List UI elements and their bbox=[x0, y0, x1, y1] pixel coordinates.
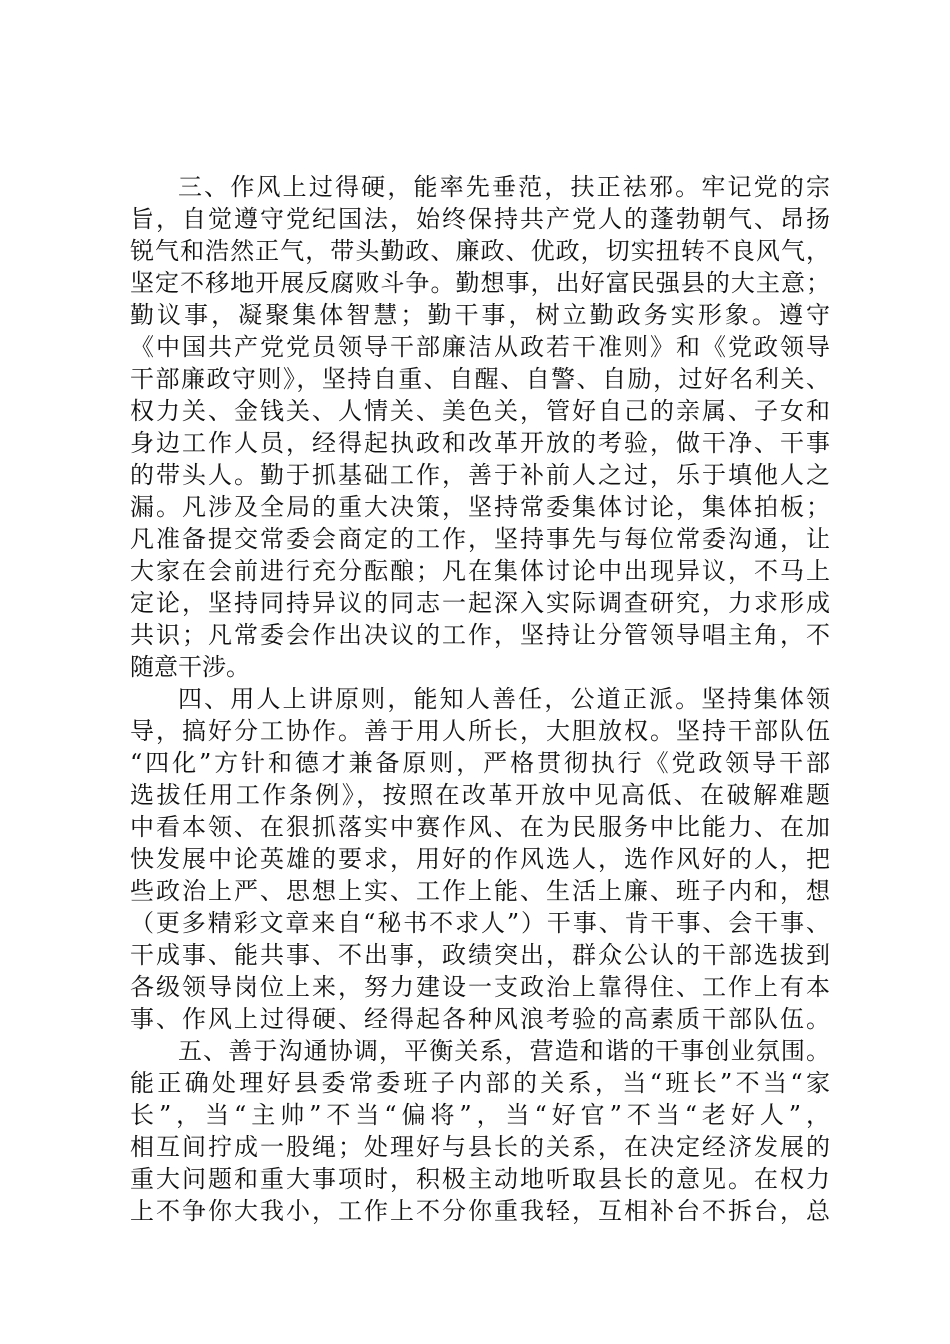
text-line: 导，搞好分工协作。善于用人所长，大胆放权。坚持干部队伍 bbox=[130, 717, 830, 745]
text-line: 各级领导岗位上来，努力建设一支政治上靠得住、工作上有本 bbox=[130, 973, 830, 1001]
text-line: 勤议事，凝聚集体智慧；勤干事，树立勤政务实形象。遵守 bbox=[130, 301, 830, 329]
text-line: 干部廉政守则》，坚持自重、自醒、自警、自励，过好名利关、 bbox=[130, 365, 830, 393]
text-line: 锐气和浩然正气，带头勤政、廉政、优政，切实扭转不良风气， bbox=[130, 237, 830, 265]
text-line: （更多精彩文章来自“秘书不求人”）干事、肯干事、会干事、 bbox=[130, 909, 830, 937]
text-line: 事、作风上过得硬、经得起各种风浪考验的高素质干部队伍。 bbox=[130, 1005, 830, 1033]
text-line: 凡准备提交常委会商定的工作，坚持事先与每位常委沟通，让 bbox=[130, 525, 830, 553]
text-line: 四、用人上讲原则，能知人善任，公道正派。坚持集体领 bbox=[178, 685, 830, 713]
text-line: 五、善于沟通协调，平衡关系，营造和谐的干事创业氛围。 bbox=[178, 1037, 830, 1065]
text-line: 《中国共产党党员领导干部廉洁从政若干准则》和《党政领导 bbox=[130, 333, 830, 361]
text-line: 中看本领、在狠抓落实中赛作风、在为民服务中比能力、在加 bbox=[130, 813, 830, 841]
text-line: 旨，自觉遵守党纪国法，始终保持共产党人的蓬勃朝气、昂扬 bbox=[130, 205, 830, 233]
text-line: 随意干涉。 bbox=[130, 653, 250, 681]
text-line: 重大问题和重大事项时，积极主动地听取县长的意见。在权力 bbox=[130, 1165, 830, 1193]
text-line: 上不争你大我小，工作上不分你重我轻，互相补台不拆台，总 bbox=[130, 1197, 830, 1225]
text-line: 相互间拧成一股绳；处理好与县长的关系，在决定经济发展的 bbox=[130, 1133, 830, 1161]
text-line: 的带头人。勤于抓基础工作，善于补前人之过，乐于填他人之 bbox=[130, 461, 830, 489]
text-line: 能正确处理好县委常委班子内部的关系，当“班长”不当“家 bbox=[130, 1069, 830, 1097]
text-line: 坚定不移地开展反腐败斗争。勤想事，出好富民强县的大主意； bbox=[130, 269, 830, 297]
text-line: 大家在会前进行充分酝酿；凡在集体讨论中出现异议，不马上 bbox=[130, 557, 830, 585]
text-line: “四化”方针和德才兼备原则，严格贯彻执行《党政领导干部 bbox=[130, 749, 830, 777]
text-line: 三、作风上过得硬，能率先垂范，扶正祛邪。牢记党的宗 bbox=[178, 173, 830, 201]
text-line: 选拔任用工作条例》，按照在改革开放中见高低、在破解难题 bbox=[130, 781, 830, 809]
text-line: 漏。凡涉及全局的重大决策，坚持常委集体讨论，集体拍板； bbox=[130, 493, 830, 521]
text-line: 身边工作人员，经得起执政和改革开放的考验，做干净、干事 bbox=[130, 429, 830, 457]
text-line: 定论，坚持同持异议的同志一起深入实际调查研究，力求形成 bbox=[130, 589, 830, 617]
text-line: 干成事、能共事、不出事，政绩突出，群众公认的干部选拔到 bbox=[130, 941, 830, 969]
text-line: 些政治上严、思想上实、工作上能、生活上廉、班子内和，想 bbox=[130, 877, 830, 905]
text-line: 长”，当“主帅”不当“偏将”，当“好官”不当“老好人”， bbox=[130, 1101, 830, 1129]
text-line: 快发展中论英雄的要求，用好的作风选人，选作风好的人，把 bbox=[130, 845, 830, 873]
text-line: 共识；凡常委会作出决议的工作，坚持让分管领导唱主角，不 bbox=[130, 621, 830, 649]
text-line: 权力关、金钱关、人情关、美色关，管好自己的亲属、子女和 bbox=[130, 397, 830, 425]
